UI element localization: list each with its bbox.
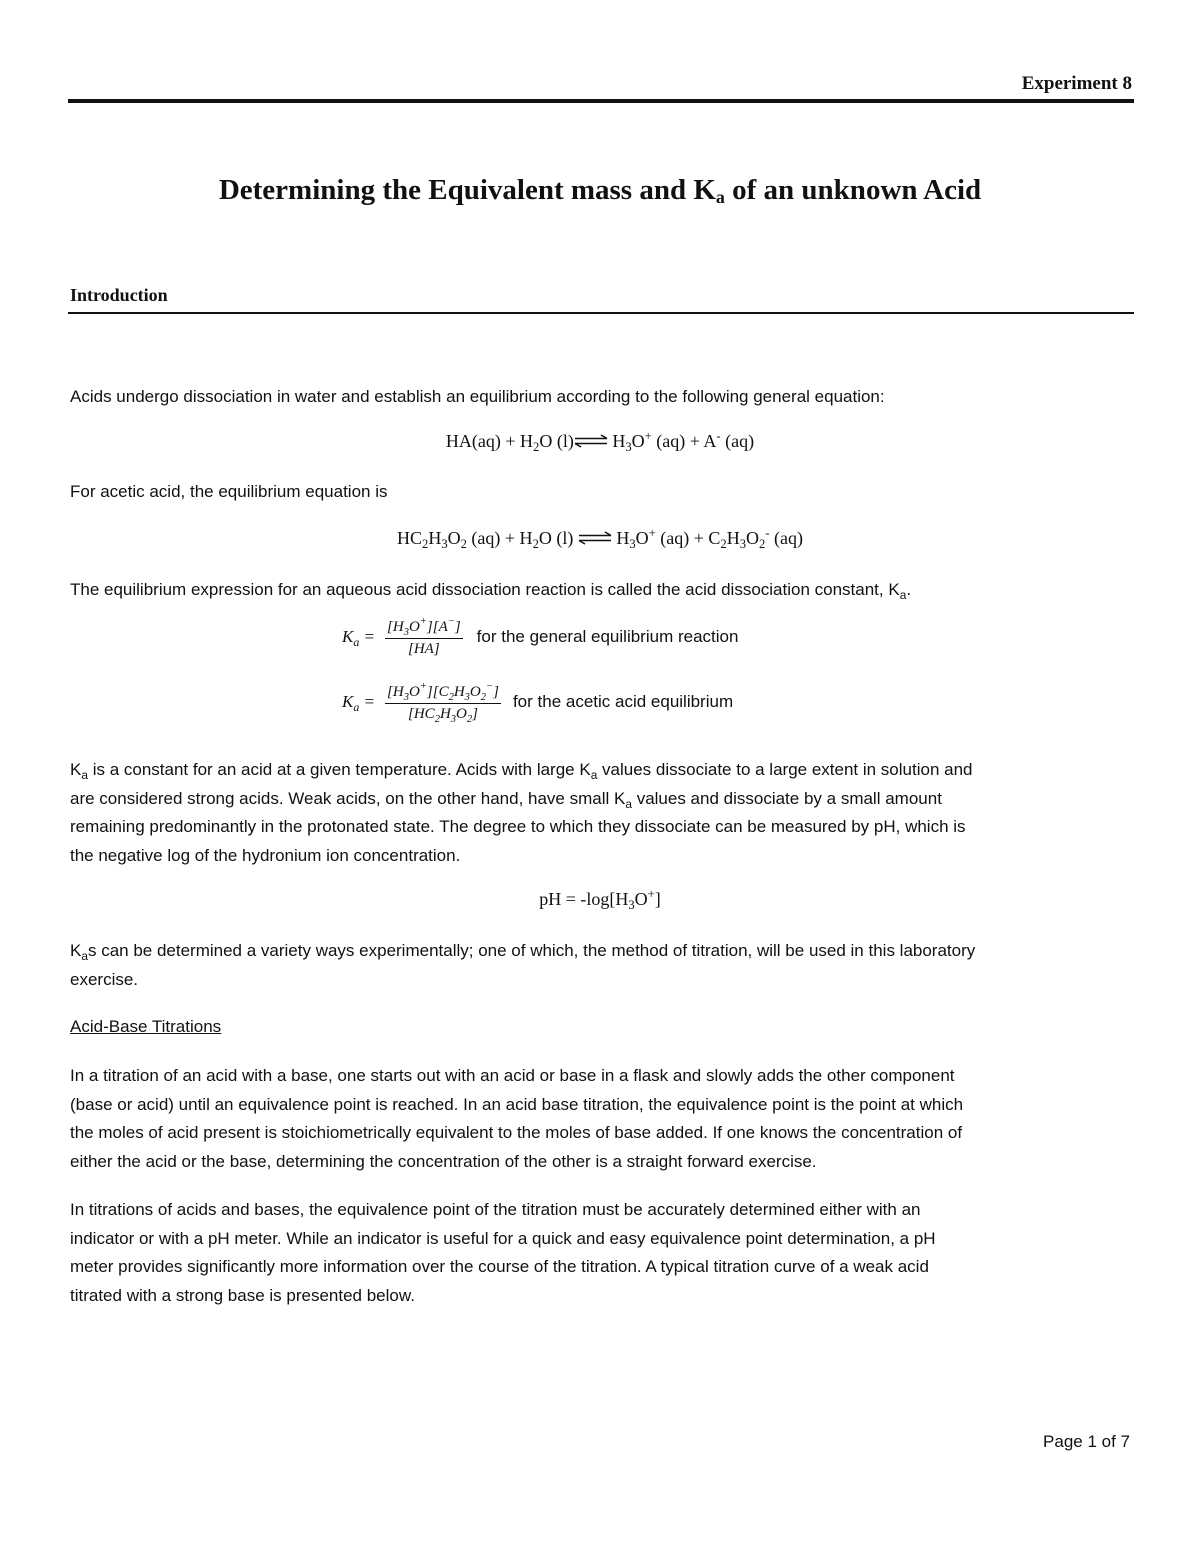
paragraph-titration-intro: In a titration of an acid with a base, one starts out with an acid or base in a flask and slowly adds the other component (base or acid) until an equivalence point is reached. In an acid base titration, the equivalence point is the point at which the moles of acid present is stoichiometrically equivalent to the moles of base added. If one knows the concentration of either the acid or the base, determining the concentration of the other is a straight forward exercise. xyxy=(70,1066,964,1171)
equation-general-dissociation: $HA(aq) + H_2O$ (l) $H_3O^+$ (aq) + A- (aq) xyxy=(445,429,755,454)
equation-acetic-dissociation: $HC_2H_3O_2$ $(aq) + H_2O$ (l) $H_3O^+$ $(aq) + C_2H_3O_2^-$ (aq) xyxy=(397,526,803,551)
ka-expression-acetic: $K_a$ = $\frac{[H_3O^+][C_2H_3O_2^-]}{[HC_2H_3O_2]}$ for the acetic acid equilibrium xyxy=(342,681,734,725)
paragraph-ka-definition: The equilibrium expression for an aqueous acid dissociation reaction is called the acid dissociation constant, $K_a$. xyxy=(70,580,912,602)
page-title: Determining the Equivalent mass and $K_a$ of an unknown Acid xyxy=(218,174,982,207)
equilibrium-arrow-icon xyxy=(578,531,612,545)
page-number: Page 1 of 7 xyxy=(1043,1432,1130,1451)
section-rule xyxy=(68,312,1134,314)
running-header: Experiment 8 xyxy=(1021,73,1132,94)
paragraph-ka-strength: $K_a$ is a constant for an acid at a given temperature. Acids with large $K_a$ values dissociate to a large extent in solution and are considered strong acids. Weak acids, on the other hand, have small $K_a$ values and dissociate by a small amount remaining predominantly in the protonated state. The degree to which they dissociate can be measured by pH, which is the negative log of the hydronium ion concentration. xyxy=(70,760,973,865)
paragraph-ka-determination: $K_as$ can be determined a variety ways experimentally; one of which, the method of titration, will be used in this laboratory exercise. xyxy=(70,941,976,989)
paragraph-equivalence-point: In titrations of acids and bases, the equivalence point of the titration must be accurately determined either with an indicator or with a pH meter. While an indicator is useful for a quick and easy equivalence point determination, a pH meter provides significantly more information over the course of the titration. A typical titration curve of a weak acid titrated with a strong base is presented below. xyxy=(70,1200,936,1305)
section-heading-introduction: Introduction xyxy=(70,285,168,305)
paragraph-acetic-intro: For acetic acid, the equilibrium equation is xyxy=(70,482,388,501)
equilibrium-arrow-icon xyxy=(574,434,608,448)
equation-ph: pH = $-\log[H_3O^+]$ xyxy=(539,887,661,912)
ka-expression-general: $K_a$ = $\frac{[H_3O^+][A^-]}{[HA]}$ for the general equilibrium reaction xyxy=(342,616,739,657)
paragraph-intro-general: Acids undergo dissociation in water and establish an equilibrium according to the following general equation: xyxy=(70,387,885,406)
section-heading-acid-base: Acid-Base Titrations xyxy=(70,1017,222,1036)
header-rule xyxy=(68,99,1134,103)
